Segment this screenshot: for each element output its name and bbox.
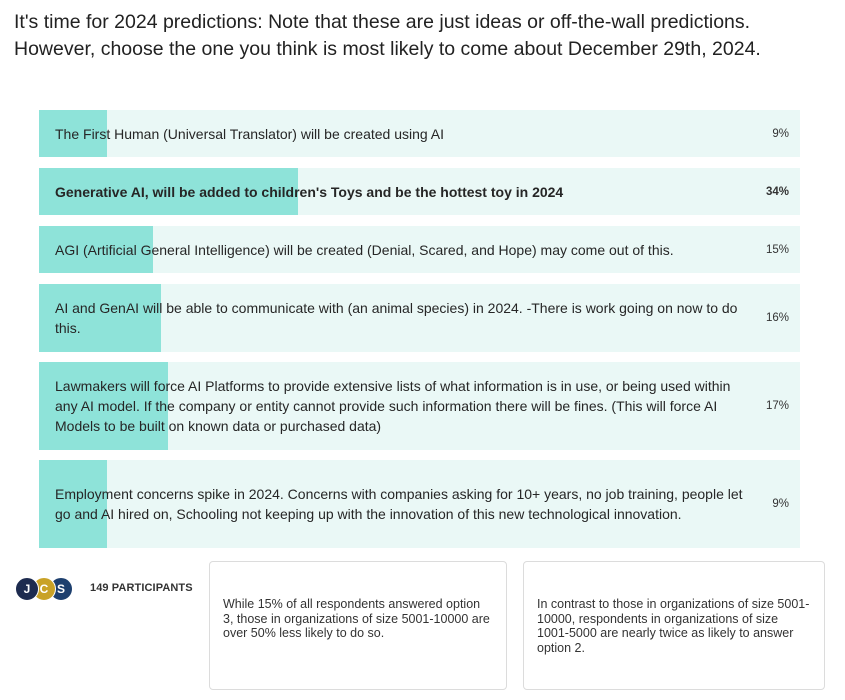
insight-card-1: [209, 561, 507, 690]
poll-option-5-label: Lawmakers will force AI Platforms to provide extensive lists of what information is in use, or being used within any AI model. If the company or entity cannot provide such information there will be fines. (This will force AI Models to be built on known data or purchased data): [55, 378, 731, 434]
poll-option-5-percent: 17%: [765, 400, 789, 412]
poll-option-2[interactable]: [39, 168, 800, 215]
poll-option-2-label: Generative AI, will be added to children's Toys and be the hottest toy in 2024: [55, 183, 564, 200]
poll-option-4[interactable]: [39, 284, 800, 352]
poll-option-1-percent: 9%: [772, 127, 789, 140]
poll-option-4-percent: 16%: [765, 312, 789, 324]
poll-option-6-percent: 9%: [772, 498, 789, 510]
poll-option-4-label: AI and GenAI will be able to communicate with (an animal species) in 2024. -There is work going on now to do this.: [55, 300, 738, 336]
poll-option-3-label: AGI (Artificial General Intelligence) will be created (Denial, Scared, and Hope) may come out of this.: [55, 241, 674, 258]
poll-option-3-percent: 15%: [765, 243, 789, 256]
insight-text: In contrast to those in organizations of size 5001-10000, respondents in organizations of size 1001-5000 are nearly twice as likely to answer option 2.: [537, 597, 810, 655]
poll-option-2-percent: 34%: [765, 185, 789, 198]
participants-count[interactable]: 149 PARTICIPANTS: [90, 582, 193, 594]
poll-question: It's time for 2024 predictions: Note that these are just ideas or off-the-wall predictions. However, choose the one you think is most likely to come about December 29th, 2024.: [14, 11, 761, 60]
avatar: C: [32, 577, 56, 601]
poll-option-1[interactable]: [39, 110, 800, 157]
poll-option-5[interactable]: [39, 362, 800, 450]
insight-text: While 15% of all respondents answered option 3, those in organizations of size 5001-10000 are over 50% less likely to do so.: [223, 597, 490, 640]
poll-option-3[interactable]: [39, 226, 800, 273]
insight-card-2: [523, 561, 825, 690]
poll-option-1-label: The First Human (Universal Translator) will be created using AI: [55, 125, 445, 142]
avatar: J: [15, 577, 39, 601]
participant-avatars[interactable]: [15, 577, 77, 603]
poll-option-6-label: Employment concerns spike in 2024. Concerns with companies asking for 10+ years, no job training, people let go and AI hired on, Schooling not keeping up with the innovation of this new technological innovation.: [55, 486, 743, 522]
poll-option-6[interactable]: [39, 460, 800, 548]
avatar: S: [49, 577, 73, 601]
